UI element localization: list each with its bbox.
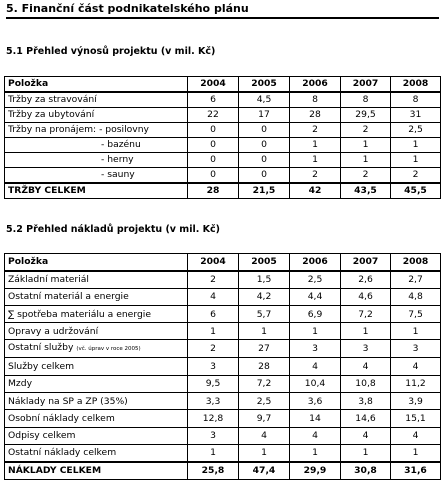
row-label: - herny [5, 153, 188, 168]
cell-value: 0 [188, 168, 239, 184]
cell-value: 1 [341, 138, 391, 153]
cell-value: 2 [341, 123, 391, 138]
table-row [5, 410, 441, 427]
cell-value: 2 [290, 168, 341, 184]
cell-value: 14,6 [341, 410, 391, 427]
total-value: 43,5 [341, 183, 391, 199]
table-row [5, 108, 441, 123]
row-label-note: (vč. úprav v roce 2005) [76, 346, 141, 353]
cell-value: 1 [290, 153, 341, 168]
header-cell: Položka [5, 254, 188, 271]
cell-value: 12,8 [188, 410, 239, 427]
cell-value: 7,2 [239, 375, 290, 392]
table-row [5, 305, 441, 322]
costs-table [4, 253, 441, 480]
row-label: Ostatní náklady celkem [5, 444, 188, 461]
header-cell: 2005 [239, 254, 290, 271]
row-label: Základní materiál [5, 271, 188, 288]
table-row [5, 271, 441, 288]
cell-value: 3,9 [391, 393, 441, 410]
header-cell: 2005 [239, 77, 290, 93]
section2-heading: 5.2 Přehled nákladů projektu (v mil. Kč) [6, 224, 220, 235]
cell-value: 5,7 [239, 305, 290, 322]
cell-value: 3,3 [188, 393, 239, 410]
header-cell: Položka [5, 77, 188, 93]
table-row [5, 427, 441, 444]
cell-value: 4 [341, 427, 391, 444]
total-value: 42 [290, 183, 341, 199]
cell-value: 3 [341, 340, 391, 358]
row-label: Tržby na pronájem: - posilovny [5, 123, 188, 138]
table-row [5, 340, 441, 358]
table-row [5, 375, 441, 392]
row-label: Opravy a udržování [5, 323, 188, 340]
cell-value: 1 [188, 444, 239, 461]
row-label: Osobní náklady celkem [5, 410, 188, 427]
cell-value: 27 [239, 340, 290, 358]
table-row [5, 393, 441, 410]
cell-value: 4 [391, 358, 441, 375]
row-label: ∑ spotřeba materiálu a energie [5, 305, 188, 322]
cell-value: 15,1 [391, 410, 441, 427]
cell-value: 1 [391, 444, 441, 461]
cell-value: 4 [341, 358, 391, 375]
cell-value: 3,8 [341, 393, 391, 410]
cell-value: 2,7 [391, 271, 441, 288]
cell-value: 28 [239, 358, 290, 375]
cell-value: 3 [188, 358, 239, 375]
cell-value: 28 [290, 108, 341, 123]
header-cell: 2007 [341, 77, 391, 93]
cell-value: 0 [239, 138, 290, 153]
page-title: 5. Finanční část podnikatelského plánu [6, 2, 439, 19]
cell-value: 1 [290, 138, 341, 153]
row-label: Mzdy [5, 375, 188, 392]
table-row [5, 358, 441, 375]
cell-value: 1 [188, 323, 239, 340]
cell-value: 1 [239, 323, 290, 340]
cell-value: 11,2 [391, 375, 441, 392]
cell-value: 4 [290, 358, 341, 375]
header-cell: 2007 [341, 254, 391, 271]
cell-value: 6 [188, 92, 239, 108]
cell-value: 1 [341, 153, 391, 168]
header-cell: 2004 [188, 254, 239, 271]
cell-value: 7,2 [341, 305, 391, 322]
row-label: Náklady na SP a ZP (35%) [5, 393, 188, 410]
cell-value: 1 [290, 444, 341, 461]
total-label: NÁKLADY CELKEM [5, 462, 188, 479]
cell-value: 2 [290, 123, 341, 138]
cell-value: 6,9 [290, 305, 341, 322]
cell-value: 9,5 [188, 375, 239, 392]
cell-value: 8 [290, 92, 341, 108]
cell-value: 1,5 [239, 271, 290, 288]
row-label: Tržby za ubytování [5, 108, 188, 123]
cell-value: 10,8 [341, 375, 391, 392]
cell-value: 9,7 [239, 410, 290, 427]
total-row [5, 183, 441, 199]
section1-heading: 5.1 Přehled výnosů projektu (v mil. Kč) [6, 46, 216, 57]
cell-value: 3 [391, 340, 441, 358]
cell-value: 1 [391, 323, 441, 340]
cell-value: 1 [391, 138, 441, 153]
cell-value: 3 [290, 340, 341, 358]
cell-value: 8 [391, 92, 441, 108]
header-cell: 2006 [290, 254, 341, 271]
cell-value: 0 [239, 123, 290, 138]
cell-value: 2,5 [391, 123, 441, 138]
cell-value: 4 [239, 427, 290, 444]
total-value: 45,5 [391, 183, 441, 199]
cell-value: 0 [188, 138, 239, 153]
total-row [5, 462, 441, 479]
total-label: TRŽBY CELKEM [5, 183, 188, 199]
cell-value: 1 [391, 153, 441, 168]
cell-value: 0 [239, 153, 290, 168]
total-value: 25,8 [188, 462, 239, 479]
total-value: 29,9 [290, 462, 341, 479]
cell-value: 7,5 [391, 305, 441, 322]
table-row [5, 323, 441, 340]
cell-value: 1 [341, 444, 391, 461]
cell-value: 2 [391, 168, 441, 184]
cell-value: 31 [391, 108, 441, 123]
header-cell: 2008 [391, 254, 441, 271]
row-label: Tržby za stravování [5, 92, 188, 108]
cell-value: 0 [188, 123, 239, 138]
cell-value: 17 [239, 108, 290, 123]
row-label [5, 340, 188, 358]
cell-value: 1 [290, 323, 341, 340]
total-value: 47,4 [239, 462, 290, 479]
cell-value: 2 [341, 168, 391, 184]
cell-value: 22 [188, 108, 239, 123]
cell-value: 1 [341, 323, 391, 340]
row-label-text: Ostatní služby [8, 342, 74, 354]
table-row [5, 123, 441, 138]
table-row [5, 92, 441, 108]
cell-value: 4 [391, 427, 441, 444]
cell-value: 3 [188, 427, 239, 444]
cell-value: 10,4 [290, 375, 341, 392]
cell-value: 4,6 [341, 288, 391, 305]
table-row [5, 168, 441, 184]
cell-value: 4,2 [239, 288, 290, 305]
cell-value: 2,5 [290, 271, 341, 288]
cell-value: 4,4 [290, 288, 341, 305]
table-row [5, 153, 441, 168]
row-label: Odpisy celkem [5, 427, 188, 444]
cell-value: 4 [188, 288, 239, 305]
row-label: - sauny [5, 168, 188, 184]
cell-value: 4,5 [239, 92, 290, 108]
total-value: 28 [188, 183, 239, 199]
row-label: Ostatní materiál a energie [5, 288, 188, 305]
cell-value: 6 [188, 305, 239, 322]
row-label: - bazénu [5, 138, 188, 153]
cell-value: 1 [239, 444, 290, 461]
total-value: 21,5 [239, 183, 290, 199]
cell-value: 2,5 [239, 393, 290, 410]
table-row [5, 288, 441, 305]
table-header-row [5, 77, 441, 93]
total-value: 30,8 [341, 462, 391, 479]
cell-value: 14 [290, 410, 341, 427]
table-header-row [5, 254, 441, 271]
cell-value: 29,5 [341, 108, 391, 123]
cell-value: 8 [341, 92, 391, 108]
row-label: Služby celkem [5, 358, 188, 375]
header-cell: 2004 [188, 77, 239, 93]
cell-value: 4 [290, 427, 341, 444]
cell-value: 2,6 [341, 271, 391, 288]
header-cell: 2006 [290, 77, 341, 93]
cell-value: 0 [188, 153, 239, 168]
cell-value: 2 [188, 340, 239, 358]
cell-value: 2 [188, 271, 239, 288]
cell-value: 3,6 [290, 393, 341, 410]
total-value: 31,6 [391, 462, 441, 479]
table-row [5, 138, 441, 153]
revenue-table [4, 76, 441, 199]
cell-value: 0 [239, 168, 290, 184]
table-row [5, 444, 441, 461]
header-cell: 2008 [391, 77, 441, 93]
cell-value: 4,8 [391, 288, 441, 305]
